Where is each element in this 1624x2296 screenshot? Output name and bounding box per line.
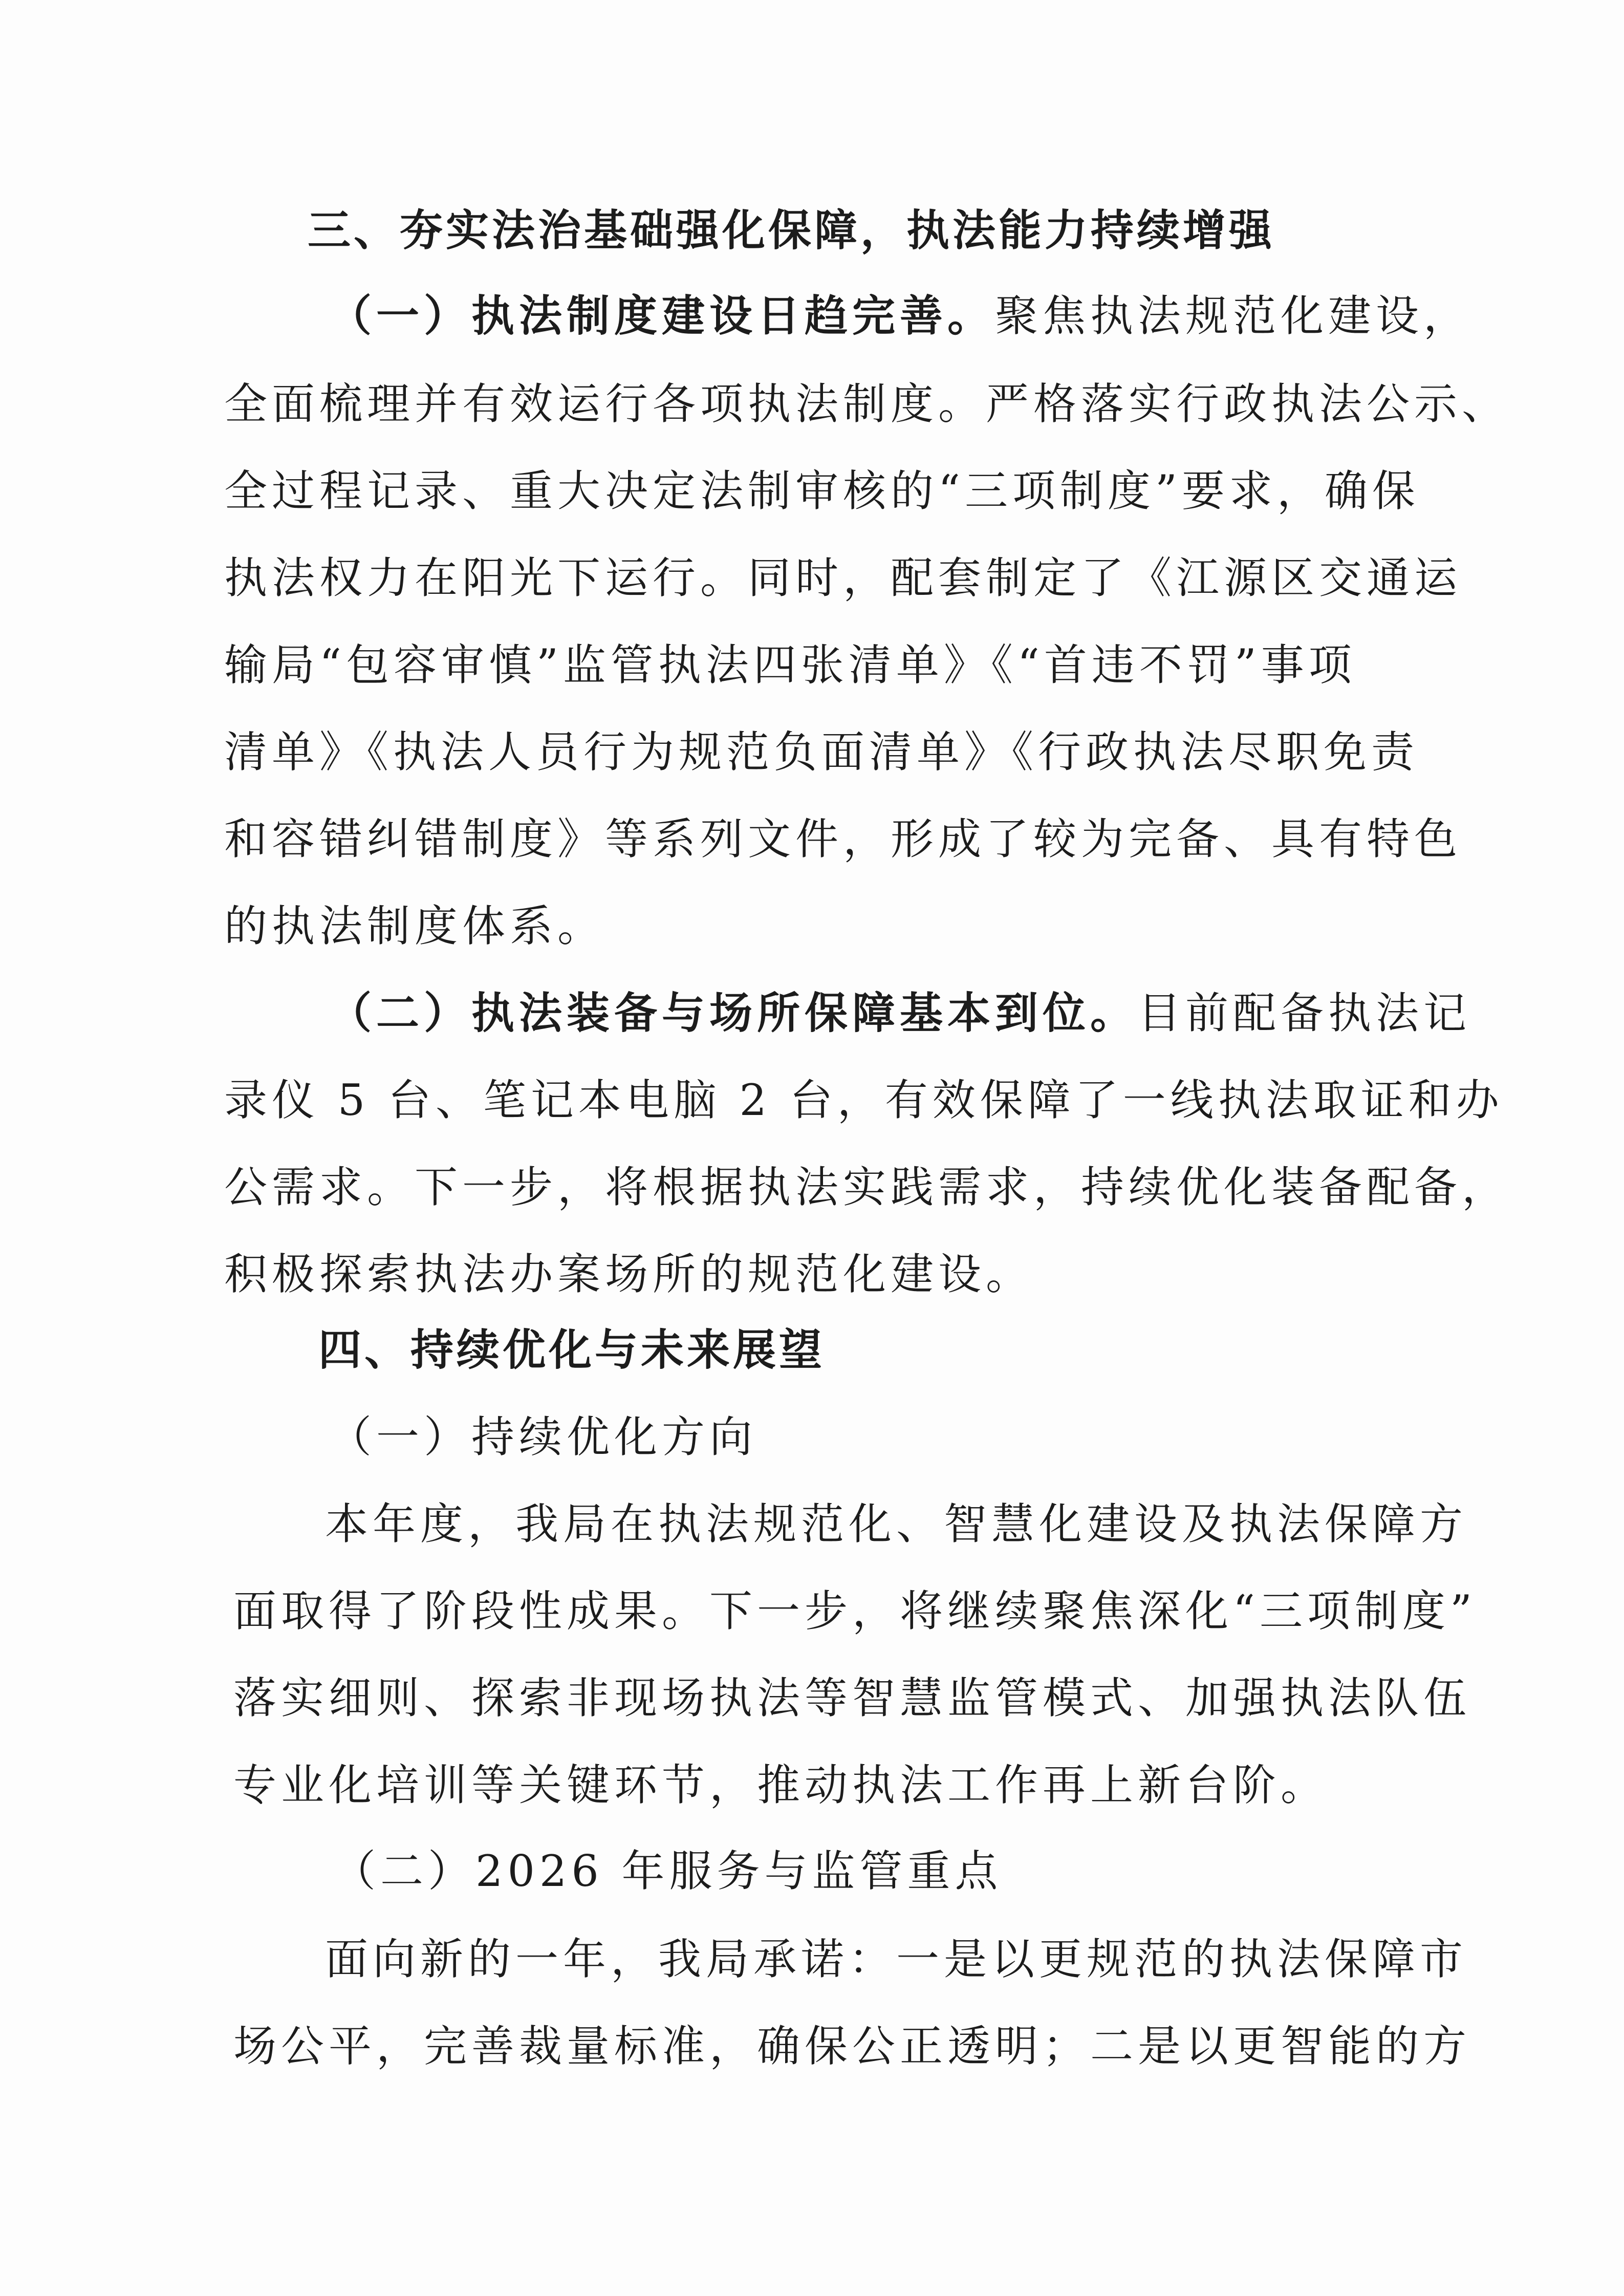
- section-3-sub1-line-4: 执法权力在阳光下运行。同时，配套制定了《江源区交通运: [224, 553, 1462, 603]
- section-4-sub2-line-2: 场公平，完善裁量标准，确保公正透明；二是以更智能的方: [233, 2021, 1471, 2071]
- section-3-sub1-lead: （一）执法制度建设日趋完善。: [329, 290, 995, 341]
- section-4-sub1-title: （一）持续优化方向: [329, 1412, 757, 1462]
- section-3-sub1-line-3: 全过程记录、重大决定法制审核的“三项制度”要求，确保: [224, 466, 1420, 516]
- section-3-sub2-line-1-rest: 目前配备执法记: [1138, 988, 1471, 1038]
- section-4-sub2-title: （二）2026 年服务与监管重点: [333, 1846, 1003, 1896]
- section-4-sub1-line-3: 落实细则、探索非现场执法等智慧监管模式、加强执法队伍: [233, 1673, 1471, 1723]
- section-4-heading: 四、持续优化与未来展望: [318, 1325, 826, 1375]
- section-3-sub1-line-8: 的执法制度体系。: [224, 901, 605, 951]
- section-3-heading: 三、夯实法治基础强化保障，执法能力持续增强: [308, 205, 1275, 255]
- section-3-sub2-line-1: [329, 988, 1471, 1038]
- section-3-sub1-line-1-rest: 聚焦执法规范化建设，: [995, 291, 1471, 341]
- section-4-sub2-line-1: 面向新的一年，我局承诺：一是以更规范的执法保障市: [325, 1934, 1468, 1984]
- section-3-sub2-lead: （二）执法装备与场所保障基本到位。: [329, 988, 1138, 1038]
- section-3-sub1-line-6: 清单》《执法人员行为规范负面清单》《行政执法尽职免责: [224, 727, 1419, 777]
- section-4-sub1-line-1: 本年度，我局在执法规范化、智慧化建设及执法保障方: [325, 1499, 1468, 1549]
- section-4-sub1-line-4: 专业化培训等关键环节，推动执法工作再上新台阶。: [233, 1760, 1329, 1810]
- section-3-sub2-line-4: 积极探索执法办案场所的规范化建设。: [224, 1249, 1034, 1299]
- section-3-sub1-line-5: 输局“包容审慎”监管执法四张清单》《“首违不罚”事项: [224, 640, 1356, 690]
- section-4-sub1-line-2: 面取得了阶段性成果。下一步，将继续聚焦深化“三项制度”: [233, 1586, 1477, 1636]
- section-3-sub1-line-1: [329, 290, 1471, 341]
- section-3-sub1-line-2: 全面梳理并有效运行各项执法制度。严格落实行政执法公示、: [224, 379, 1510, 429]
- section-3-sub2-line-3: 公需求。下一步，将根据执法实践需求，持续优化装备配备，: [224, 1162, 1510, 1212]
- section-3-sub1-line-7: 和容错纠错制度》等系列文件，形成了较为完备、具有特色: [224, 814, 1462, 864]
- section-3-sub2-line-2: 录仪 5 台、笔记本电脑 2 台，有效保障了一线执法取证和办: [224, 1075, 1504, 1125]
